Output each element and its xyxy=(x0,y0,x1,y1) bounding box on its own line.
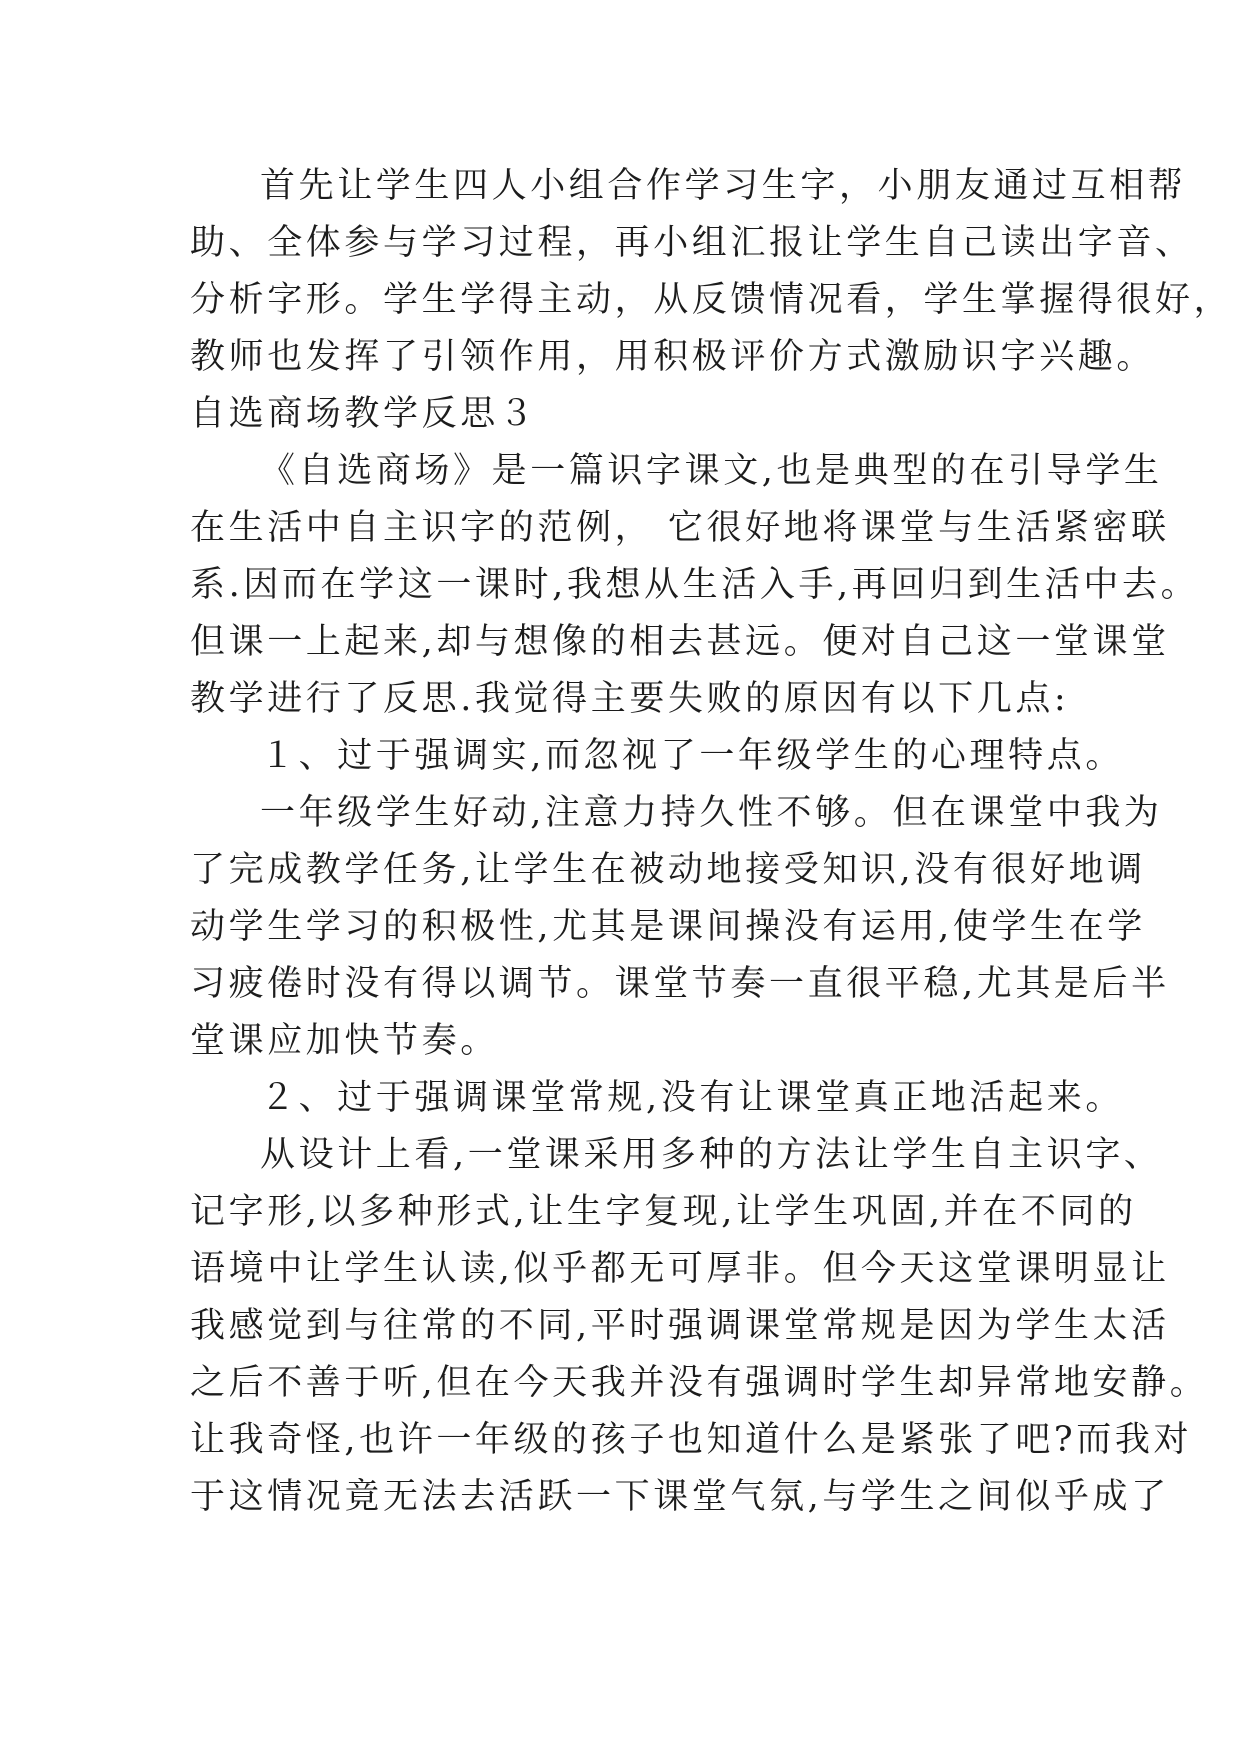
paragraph-line: 堂课应加快节奏。 xyxy=(190,1021,499,1061)
paragraph-line: 从设计上看,一堂课采用多种的方法让学生自主识字、 xyxy=(260,1135,1163,1175)
paragraph-line: 教学进行了反思.我觉得主要失败的原因有以下几点: xyxy=(190,679,1070,719)
paragraph-line: 习疲倦时没有得以调节。课堂节奏一直很平稳,尤其是后半 xyxy=(190,964,1170,1004)
paragraph-line: 但课一上起来,却与想像的相去甚远。便对自己这一堂课堂 xyxy=(190,622,1170,662)
paragraph-line: 在生活中自主识字的范例， 它很好地将课堂与生活紧密联 xyxy=(190,508,1170,548)
document-body xyxy=(190,158,1233,1526)
paragraph-line: 系.因而在学这一课时,我想从生活入手,再回归到生活中去。 xyxy=(190,565,1200,605)
point-title: １、过于强调实,而忽视了一年级学生的心理特点。 xyxy=(260,736,1124,776)
paragraph-line: 了完成教学任务,让学生在被动地接受知识,没有很好地调 xyxy=(190,850,1146,890)
paragraph-line: 记字形,以多种形式,让生字复现,让学生巩固,并在不同的 xyxy=(190,1192,1137,1232)
paragraph-line: 《自选商场》是一篇识字课文,也是典型的在引导学生 xyxy=(260,451,1163,491)
paragraph-line: 于这情况竟无法去活跃一下课堂气氛,与学生之间似乎成了 xyxy=(190,1477,1170,1517)
paragraph-line: 分析字形。学生学得主动，从反馈情况看，学生掌握得很好， xyxy=(190,280,1233,320)
paragraph-line: 首先让学生四人小组合作学习生字，小朋友通过互相帮 xyxy=(260,166,1187,206)
section-heading: 自选商场教学反思３ xyxy=(190,394,538,434)
paragraph-line: 一年级学生好动,注意力持久性不够。但在课堂中我为 xyxy=(260,793,1163,833)
paragraph-line: 助、全体参与学习过程，再小组汇报让学生自己读出字音、 xyxy=(190,223,1194,263)
paragraph-line: 让我奇怪,也许一年级的孩子也知道什么是紧张了吧?而我对 xyxy=(190,1420,1193,1460)
paragraph-line: 教师也发挥了引领作用，用积极评价方式激励识字兴趣。 xyxy=(190,337,1156,377)
paragraph-line: 语境中让学生认读,似乎都无可厚非。但今天这堂课明显让 xyxy=(190,1249,1170,1289)
paragraph-line: 动学生学习的积极性,尤其是课间操没有运用,使学生在学 xyxy=(190,907,1146,947)
paragraph-line: 我感觉到与往常的不同,平时强调课堂常规是因为学生太活 xyxy=(190,1306,1170,1346)
paragraph-line: 之后不善于听,但在今天我并没有强调时学生却异常地安静。 xyxy=(190,1363,1209,1403)
point-title: ２、过于强调课堂常规,没有让课堂真正地活起来。 xyxy=(260,1078,1124,1118)
